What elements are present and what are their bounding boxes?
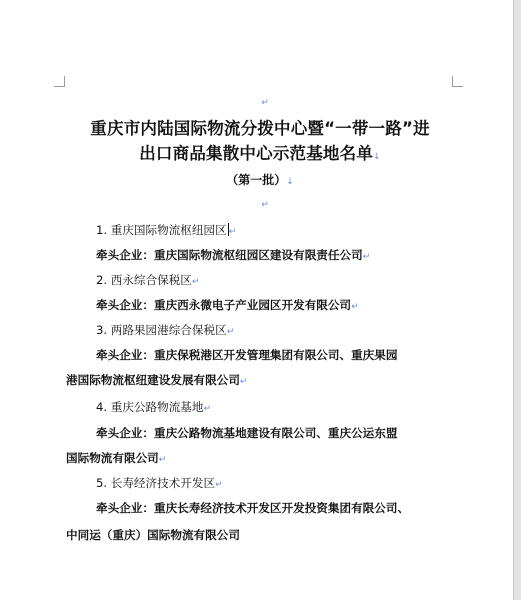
list-item-lead-company[interactable]: 牵头企业：重庆保税港区开发管理集团有限公司、重庆果园: [96, 348, 398, 362]
list-item-lead-company[interactable]: 牵头企业：重庆国际物流枢纽园区建设有限责任公司↵: [96, 248, 371, 262]
paragraph-mark: ↵: [158, 455, 167, 465]
list-item-lead-company[interactable]: 牵头企业：重庆西永微电子产业园区开发有限公司↵: [96, 298, 359, 312]
list-item-heading[interactable]: 5. 长寿经济技术开发区↵: [96, 476, 223, 490]
paragraph-mark: ↓: [373, 152, 381, 162]
list-item-lead-company-continued[interactable]: 国际物流有限公司↵: [66, 451, 167, 465]
paragraph-mark: ↓: [286, 177, 294, 187]
list-item-heading[interactable]: 4. 重庆公路物流基地↵: [96, 400, 212, 414]
list-item-lead-company-continued[interactable]: 港国际物流枢纽建设发展有限公司↵: [66, 373, 248, 387]
list-item-heading[interactable]: 3. 两路果园港综合保税区↵: [96, 323, 235, 337]
paragraph-mark: ↵: [203, 404, 212, 414]
list-item-heading[interactable]: 1. 重庆国际物流枢纽园区 ↵: [96, 223, 237, 237]
document-subtitle: （第一批）↓: [226, 173, 294, 187]
paragraph-mark: ↵: [215, 480, 223, 490]
paragraph-mark: ↵: [261, 200, 269, 210]
paragraph-mark: ↵: [226, 327, 235, 337]
page-margin-corner-top-left: [54, 76, 65, 87]
list-item-lead-company-continued[interactable]: 中同运（重庆）国际物流有限公司: [66, 528, 240, 542]
paragraph-mark: ↵: [261, 98, 269, 108]
list-item-lead-company[interactable]: 牵头企业：重庆公路物流基地建设有限公司、重庆公运东盟: [96, 426, 398, 440]
paragraph-mark: ↵: [191, 277, 200, 287]
paragraph-mark: ↵: [362, 252, 371, 262]
document-title-line-1: 重庆市内陆国际物流分拨中心暨“一带一路”进: [90, 119, 430, 138]
paragraph-mark: ↵: [351, 302, 359, 312]
list-item-lead-company[interactable]: 牵头企业：重庆长寿经济技术开发区开发投资集团有限公司、: [96, 501, 410, 515]
paragraph-mark: ↵: [228, 227, 237, 237]
window-edge-strip: [514, 0, 521, 600]
paragraph-mark: ↵: [239, 377, 248, 387]
document-title-line-2: 出口商品集散中心示范基地名单↓: [139, 144, 381, 163]
list-item-heading[interactable]: 2. 西永综合保税区↵: [96, 273, 200, 287]
page-margin-corner-top-right: [452, 76, 463, 87]
